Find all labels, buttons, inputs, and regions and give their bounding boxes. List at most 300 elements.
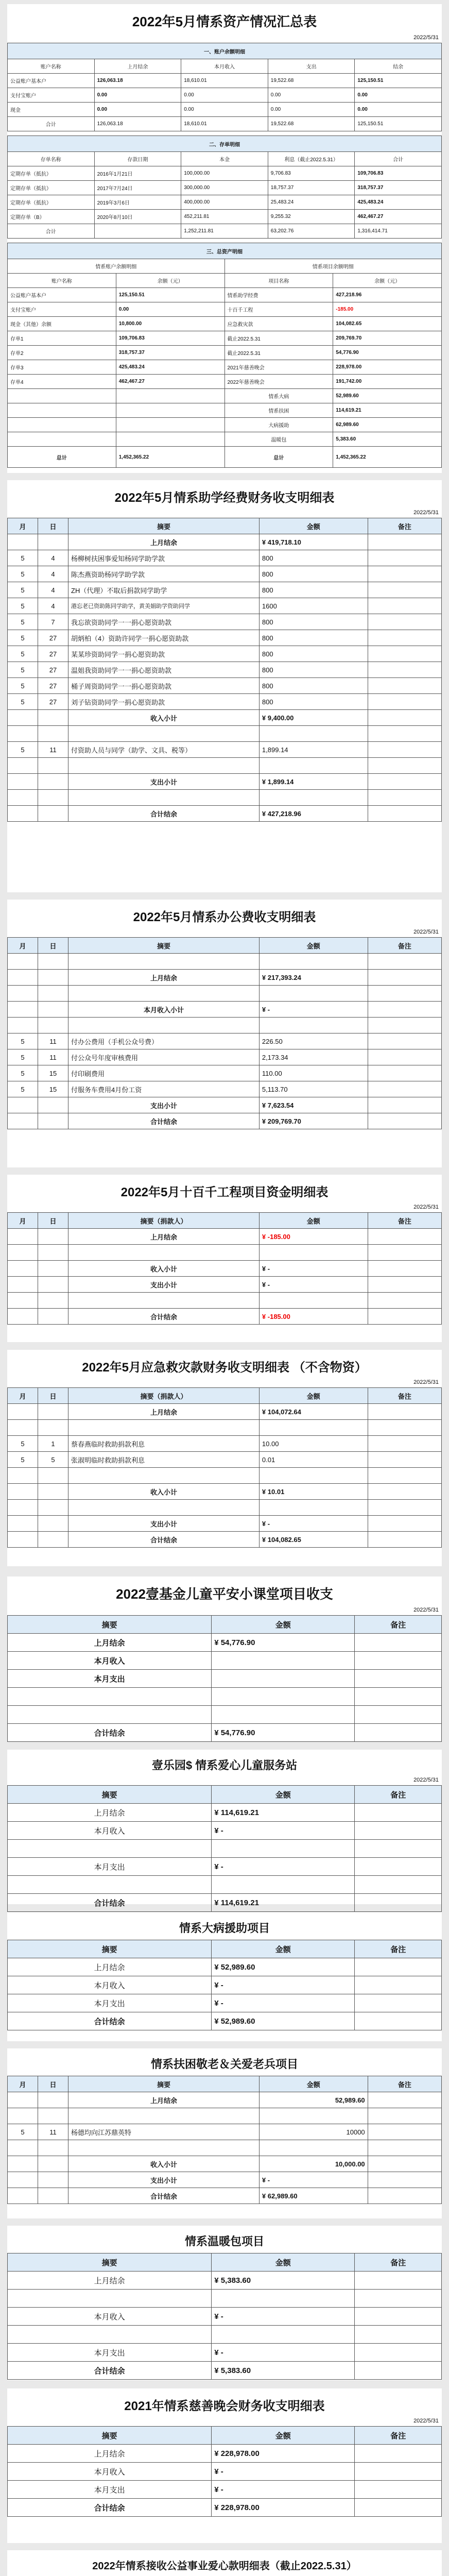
col-header: 摘要 — [68, 518, 260, 534]
cell: 上月结余 — [8, 2445, 212, 2463]
cell: 上月结余 — [8, 2272, 212, 2290]
cell — [355, 1652, 442, 1670]
col-header: 月 — [8, 1213, 38, 1229]
cell: 1,452,365.22 — [116, 447, 224, 468]
edu-table — [7, 518, 442, 822]
table-row — [8, 678, 442, 694]
cell: ¥ - — [212, 2463, 355, 2481]
col-header: 日 — [38, 2076, 68, 2092]
total-row — [8, 447, 442, 468]
cell: 1,316,414.71 — [355, 224, 442, 239]
cell: 本月支出 — [8, 1994, 212, 2012]
col-header: 项目名称 — [224, 274, 333, 288]
col-header: 利息（截止2022.5.31） — [268, 152, 355, 166]
cell: 上月结余 — [68, 1229, 260, 1245]
emerg-table — [7, 1387, 442, 1548]
col-header: 备注 — [368, 1388, 441, 1404]
col-header: 月 — [8, 2076, 38, 2092]
col-header: 金额 — [212, 2253, 355, 2272]
cell: 5 — [8, 1065, 38, 1081]
cell: 合计结余 — [68, 1309, 260, 1325]
cell: 总计 — [8, 447, 116, 468]
cell: 5 — [8, 646, 38, 662]
cell: 62,989.60 — [333, 418, 442, 432]
cell: 截止2022.5.31 — [224, 331, 333, 346]
cell: 4 — [38, 566, 68, 582]
warm-fund-sheet — [7, 2226, 442, 2380]
prev-balance-row — [8, 2092, 442, 2108]
cell: 上月结余 — [68, 1404, 260, 1420]
cell — [355, 1894, 442, 1912]
table-row — [8, 1976, 442, 1994]
col-header: 备注 — [355, 1940, 442, 1958]
cell: 2019年3月6日 — [94, 195, 181, 210]
cell: 5 — [8, 582, 38, 598]
cell: 15 — [38, 1065, 68, 1081]
col-header: 摘要 — [8, 1940, 212, 1958]
cell: 19,522.68 — [268, 74, 355, 88]
cell: 收入小计 — [68, 710, 260, 726]
table-row — [8, 566, 442, 582]
tbq-table — [7, 1212, 442, 1325]
cell: 800 — [259, 678, 368, 694]
cell: ¥ - — [259, 1516, 368, 1532]
cell — [355, 1858, 442, 1876]
col-header: 上月结余 — [94, 59, 181, 74]
col-header: 支出 — [268, 59, 355, 74]
cell: ¥ - — [259, 1261, 368, 1277]
gala-2021-sheet — [7, 2388, 442, 2543]
section-title: 一、账户余额明细 — [8, 43, 442, 59]
cell — [355, 1958, 442, 1976]
cell: 支出小计 — [68, 1516, 260, 1532]
table-row — [8, 742, 442, 758]
cell: 本月支出 — [8, 1858, 212, 1876]
cell: 温姐我资助同学一一捐心愿资助款 — [68, 662, 260, 678]
col-header: 账户名称 — [8, 59, 95, 74]
cell: 452,211.81 — [181, 210, 268, 224]
cell: 付资助人员与同学（助学、文具、税等） — [68, 742, 260, 758]
col-header: 金额 — [212, 2427, 355, 2445]
section-title: 二、存单明细 — [8, 136, 442, 152]
gala21-date: 2022/5/31 — [413, 2418, 439, 2424]
gala21-title: 2021年情系慈善晚会财务收支明细表 — [124, 2399, 325, 2413]
cell: 400,000.00 — [181, 195, 268, 210]
cell: ¥ 228,978.00 — [212, 2445, 355, 2463]
col-header: 本金 — [181, 152, 268, 166]
table-row — [8, 1033, 442, 1049]
table-row — [8, 1822, 442, 1840]
cell: 10,800.00 — [116, 317, 224, 331]
cell: 27 — [38, 694, 68, 710]
cell: 本月收入 — [8, 1976, 212, 1994]
col-header: 合计 — [355, 152, 442, 166]
col-header: 备注 — [355, 2427, 442, 2445]
cell: 228,978.00 — [333, 360, 442, 375]
income-subtotal-row — [8, 1261, 442, 1277]
cell: 25,483.24 — [268, 195, 355, 210]
cell: 合计结余 — [8, 1894, 212, 1912]
cell: 52,989.60 — [333, 389, 442, 403]
table-row — [8, 403, 442, 418]
cell: 本月收入 — [8, 1822, 212, 1840]
table-row — [8, 694, 442, 710]
col-header: 日 — [38, 1213, 68, 1229]
cell: 4 — [38, 550, 68, 566]
cell: 462,467.27 — [355, 210, 442, 224]
cell — [355, 1634, 442, 1652]
prev-balance-row — [8, 970, 442, 986]
col-header: 日 — [38, 1388, 68, 1404]
cell: ¥ - — [212, 1858, 355, 1876]
col-header: 摘要（捐款人） — [68, 1213, 260, 1229]
cell: 0.00 — [94, 103, 181, 117]
cell: ¥ 104,082.65 — [259, 1532, 368, 1548]
col-header: 账户名称 — [8, 274, 116, 288]
cell: 27 — [38, 646, 68, 662]
station-table — [7, 1785, 442, 1912]
cell: 10,000.00 — [259, 2156, 368, 2172]
office-table — [7, 937, 442, 1129]
col-header: 金额 — [259, 2076, 368, 2092]
table-row — [8, 2308, 442, 2326]
cell: 5,113.70 — [259, 1081, 368, 1097]
cell: 5 — [8, 742, 38, 758]
col-header: 月 — [8, 1388, 38, 1404]
gala21-table — [7, 2426, 442, 2517]
col-header: 金额 — [212, 1616, 355, 1634]
cell: 2020年8月10日 — [94, 210, 181, 224]
balance-row — [8, 1113, 442, 1129]
table-row — [8, 88, 442, 103]
cell: ¥ - — [212, 2344, 355, 2362]
office-date: 2022/5/31 — [413, 929, 439, 935]
cell: 15 — [38, 1081, 68, 1097]
cell: ¥ 1,899.14 — [259, 774, 368, 790]
cell — [355, 1976, 442, 1994]
cell: ¥ 5,383.60 — [212, 2272, 355, 2290]
cell: 9,255.32 — [268, 210, 355, 224]
cell: 800 — [259, 694, 368, 710]
cell: 2022年慈善晚会 — [224, 375, 333, 389]
tbq-title: 2022年5月十百千工程项目资金明细表 — [120, 1185, 329, 1199]
cell: 191,742.00 — [333, 375, 442, 389]
col-header: 备注 — [368, 518, 441, 534]
garden-fund-sheet — [7, 1577, 442, 1741]
cell: 支付宝账户 — [8, 302, 116, 317]
cell: 合计结余 — [68, 806, 260, 822]
cell: 5 — [8, 1033, 38, 1049]
cell: ¥ 52,989.60 — [212, 1958, 355, 1976]
cell — [8, 418, 116, 432]
cell: 公益账户基本户 — [8, 74, 95, 88]
cell: 本月收入 — [8, 2463, 212, 2481]
cell — [94, 224, 181, 239]
cell — [355, 1822, 442, 1840]
cell: 18,757.37 — [268, 181, 355, 195]
col-header: 备注 — [368, 1213, 441, 1229]
balance-row — [8, 2499, 442, 2517]
elder-fund-sheet — [7, 2048, 442, 2218]
cell — [116, 432, 224, 447]
cell: 定期存单（B） — [8, 210, 95, 224]
col-header: 金额 — [259, 518, 368, 534]
table-row — [8, 375, 442, 389]
group-header: 情系账户余额明细 — [8, 259, 225, 274]
cell: 本月收入 — [8, 2308, 212, 2326]
table-row — [8, 1049, 442, 1065]
cell: ¥ 419,718.10 — [259, 534, 368, 550]
col-header: 摘要 — [68, 2076, 260, 2092]
cell — [8, 432, 116, 447]
table-row — [8, 1436, 442, 1452]
station-title: 壹乐园$ 情系爱心儿童服务站 — [151, 1759, 298, 1772]
cell: 18,610.01 — [181, 117, 268, 131]
col-header: 存款日期 — [94, 152, 181, 166]
table-row — [8, 1994, 442, 2012]
cell: 支付宝账户 — [8, 88, 95, 103]
cell: 427,218.96 — [333, 288, 442, 302]
table-row — [8, 302, 442, 317]
cell: ¥ -185.00 — [259, 1309, 368, 1325]
table-row — [8, 210, 442, 224]
cell: 125,150.51 — [355, 74, 442, 88]
cell: 2017年7月24日 — [94, 181, 181, 195]
cell: 2016年1月21日 — [94, 166, 181, 181]
cell: 上月结余 — [68, 2092, 260, 2108]
table-row — [8, 2481, 442, 2499]
cell: 1600 — [259, 598, 368, 614]
cell: 5,383.60 — [333, 432, 442, 447]
cell: ¥ - — [212, 2308, 355, 2326]
cell — [116, 418, 224, 432]
cell: 63,202.76 — [268, 224, 355, 239]
asset-summary-sheet — [7, 4, 442, 473]
cell — [355, 2012, 442, 2030]
cell: 张淑明临时救助捐款利息 — [68, 1452, 260, 1468]
cell: 5 — [8, 2124, 38, 2140]
cell: 杨柳树扶困事爱知杨同学助学款 — [68, 550, 260, 566]
cell — [355, 2463, 442, 2481]
cell: 9,706.83 — [268, 166, 355, 181]
cell: ¥ - — [212, 1976, 355, 1994]
col-header: 结余 — [355, 59, 442, 74]
table-row — [8, 1452, 442, 1468]
cell: ¥ -185.00 — [259, 1229, 368, 1245]
cell: 蔡春燕临时救助捐款利息 — [68, 1436, 260, 1452]
cell: 0.00 — [181, 88, 268, 103]
table-row — [8, 598, 442, 614]
table-row — [8, 389, 442, 403]
office-title: 2022年5月情系办公费收支明细表 — [133, 910, 316, 924]
cell: 合计结余 — [8, 1724, 212, 1742]
cell: 刘子钻资助同学一捐心愿资助款 — [68, 694, 260, 710]
cell: 100,000.00 — [181, 166, 268, 181]
cell: 合计结余 — [8, 2012, 212, 2030]
cell: ¥ - — [212, 1822, 355, 1840]
cell: 大病援助 — [224, 418, 333, 432]
prev-balance-row — [8, 1229, 442, 1245]
cell: 0.00 — [181, 103, 268, 117]
table-row — [8, 418, 442, 432]
cell: 合计 — [8, 117, 95, 131]
col-header: 摘要 — [8, 1786, 212, 1804]
cell: 800 — [259, 614, 368, 630]
cell: 存单1 — [8, 331, 116, 346]
col-header: 金额 — [212, 1940, 355, 1958]
cell: 800 — [259, 646, 368, 662]
col-header: 摘要 — [8, 2253, 212, 2272]
table-row — [8, 2463, 442, 2481]
cell: 5 — [8, 550, 38, 566]
cell: ¥ 10.01 — [259, 1484, 368, 1500]
total-asset-table — [7, 243, 442, 468]
table-row — [8, 1652, 442, 1670]
cell: 5 — [8, 1436, 38, 1452]
cell: 收入小计 — [68, 1261, 260, 1277]
cell: 上月结余 — [68, 970, 260, 986]
cell: 0.00 — [355, 103, 442, 117]
cell: 2,173.34 — [259, 1049, 368, 1065]
cell: 5 — [8, 598, 38, 614]
cell: ¥ 54,776.90 — [212, 1634, 355, 1652]
cell: 5 — [8, 1049, 38, 1065]
cell: ¥ - — [259, 1277, 368, 1293]
garden-table — [7, 1615, 442, 1742]
cell: 1,452,365.22 — [333, 447, 442, 468]
cell: ¥ - — [259, 1002, 368, 1018]
cell: 104,082.65 — [333, 317, 442, 331]
cell: ¥ 54,776.90 — [212, 1724, 355, 1742]
table-row — [8, 181, 442, 195]
table-row — [8, 432, 442, 447]
cell: ¥ 427,218.96 — [259, 806, 368, 822]
cell: 本月支出 — [8, 2481, 212, 2499]
cell: 5 — [8, 614, 38, 630]
illness-table — [7, 1940, 442, 2030]
cell: 温暖包 — [224, 432, 333, 447]
cell — [355, 1724, 442, 1742]
balance-row — [8, 1724, 442, 1742]
cell: 11 — [38, 1033, 68, 1049]
expense-subtotal-row — [8, 1516, 442, 1532]
cell — [212, 1652, 355, 1670]
cell: 情系助学经费 — [224, 288, 333, 302]
account-balance-table — [7, 43, 442, 131]
cell — [116, 389, 224, 403]
prev-balance-row — [8, 1404, 442, 1420]
emergency-fund-sheet — [7, 1350, 442, 1566]
cell: 现金 — [8, 103, 95, 117]
expense-subtotal-row — [8, 774, 442, 790]
cell: 114,619.21 — [333, 403, 442, 418]
cell: 存单2 — [8, 346, 116, 360]
cell: 港忘老已资助陈同学助学，黄美娟助学资助同学 — [68, 598, 260, 614]
cell: 本月收入小计 — [68, 1002, 260, 1018]
table-row — [8, 2445, 442, 2463]
cell: ¥ 114,619.21 — [212, 1894, 355, 1912]
cell: 1 — [38, 1436, 68, 1452]
cell: 0.01 — [259, 1452, 368, 1468]
cell: 19,522.68 — [268, 117, 355, 131]
table-row — [8, 1804, 442, 1822]
cell: 5 — [8, 662, 38, 678]
cell: 7 — [38, 614, 68, 630]
cell: 800 — [259, 630, 368, 646]
cell: 11 — [38, 2124, 68, 2140]
cell: -185.00 — [333, 302, 442, 317]
table-row — [8, 1858, 442, 1876]
cell: 10000 — [259, 2124, 368, 2140]
expense-subtotal-row — [8, 1097, 442, 1113]
balance-row — [8, 2188, 442, 2204]
col-header: 日 — [38, 518, 68, 534]
cell: 0.00 — [268, 88, 355, 103]
cell — [355, 2308, 442, 2326]
cell: 27 — [38, 662, 68, 678]
table-row — [8, 1670, 442, 1688]
cell: 情系大病 — [224, 389, 333, 403]
cell: 合计结余 — [8, 2362, 212, 2380]
cell: 付办公费用（手机公众号费） — [68, 1033, 260, 1049]
gala22-title: 2022年情系接收公益事业爱心款明细表（截止2022.5.31） — [92, 2561, 357, 2572]
table-row — [8, 1634, 442, 1652]
cell: 合计 — [8, 224, 95, 239]
col-header: 余额（元） — [333, 274, 442, 288]
cell: 支出小计 — [68, 1277, 260, 1293]
cell: 462,467.27 — [116, 375, 224, 389]
cell: 付公众号年度审核费用 — [68, 1049, 260, 1065]
cell: 本月收入 — [8, 1652, 212, 1670]
col-header: 金额 — [212, 1786, 355, 1804]
cell: 4 — [38, 598, 68, 614]
cell: ¥ 7,623.54 — [259, 1097, 368, 1113]
balance-row — [8, 2012, 442, 2030]
cell: 情系扶困 — [224, 403, 333, 418]
cell — [355, 2481, 442, 2499]
cell: 318,757.37 — [355, 181, 442, 195]
cell: 陈杰燕资助杨同学助学款 — [68, 566, 260, 582]
col-header: 余额（元） — [116, 274, 224, 288]
cell: 合计结余 — [68, 2188, 260, 2204]
table-row — [8, 2272, 442, 2290]
emerg-date: 2022/5/31 — [413, 1379, 439, 1385]
cell: 公益账户基本户 — [8, 288, 116, 302]
elder-title: 情系扶困敬老＆关爱老兵项目 — [150, 2058, 298, 2071]
edu-date: 2022/5/31 — [413, 510, 439, 516]
cell: 11 — [38, 742, 68, 758]
cell: 1,252,211.81 — [181, 224, 268, 239]
cell: 5 — [38, 1452, 68, 1468]
cell — [212, 1670, 355, 1688]
table-row — [8, 288, 442, 302]
table-row — [8, 195, 442, 210]
cell: 110.00 — [259, 1065, 368, 1081]
cell: 125,150.51 — [355, 117, 442, 131]
col-header: 备注 — [355, 1616, 442, 1634]
col-header: 备注 — [355, 1786, 442, 1804]
cell: 5 — [8, 694, 38, 710]
cell — [355, 2499, 442, 2517]
col-header: 存单名称 — [8, 152, 95, 166]
cell: 27 — [38, 678, 68, 694]
table-row — [8, 166, 442, 181]
education-fund-sheet — [7, 480, 442, 892]
cell: 本月支出 — [8, 1670, 212, 1688]
warm-title: 情系温暖包项目 — [184, 2235, 264, 2248]
cell: 126,063.18 — [94, 74, 181, 88]
cell: 定期存单（抵抗） — [8, 195, 95, 210]
